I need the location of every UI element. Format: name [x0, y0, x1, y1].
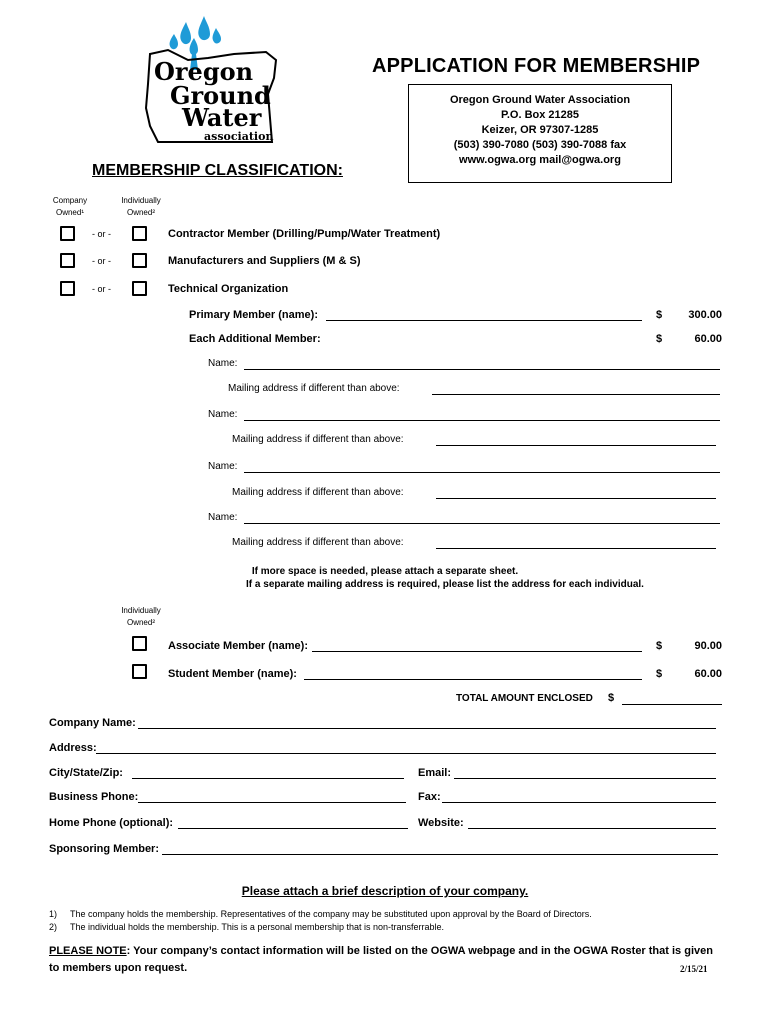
company-name-field[interactable] — [138, 728, 716, 729]
individual-technical-checkbox[interactable] — [132, 281, 147, 296]
home-phone-label: Home Phone (optional): — [49, 817, 174, 829]
student-checkbox[interactable] — [132, 664, 147, 679]
primary-currency: $ — [656, 309, 663, 321]
org-web-email: www.ogwa.org mail@ogwa.org — [459, 154, 621, 166]
associate-currency: $ — [656, 640, 663, 652]
primary-amount: 300.00 — [688, 309, 722, 321]
ogwa-logo — [138, 14, 288, 154]
address-field[interactable] — [96, 753, 716, 754]
home-phone-field[interactable] — [178, 828, 408, 829]
additional-member-label: Each Additional Member: — [189, 333, 321, 345]
sponsoring-member-label: Sponsoring Member: — [49, 843, 160, 855]
individually-owned-2-label-1: Individually — [121, 606, 161, 615]
please-note — [49, 945, 713, 957]
primary-member-label: Primary Member (name): — [189, 309, 318, 321]
please-note-label: PLEASE NOTE — [49, 945, 127, 957]
individually-owned-label-1: Individually — [121, 196, 161, 205]
business-phone-field[interactable] — [138, 802, 406, 803]
company-owned-label-2: Owned¹ — [55, 208, 84, 217]
mailing-field-3[interactable] — [436, 498, 716, 499]
address-label: Address: — [49, 742, 97, 754]
category-contractor: Contractor Member (Drilling/Pump/Water Treatment) — [168, 228, 441, 240]
org-city: Keizer, OR 97307-1285 — [481, 124, 599, 136]
classification-heading: MEMBERSHIP CLASSIFICATION: — [92, 162, 343, 179]
org-phones: (503) 390-7080 (503) 390-7088 fax — [453, 139, 627, 151]
individually-owned-header-2 — [116, 605, 166, 629]
mailing-field-1[interactable] — [432, 394, 720, 395]
additional-name-label-1: Name: — [208, 358, 238, 369]
note-space: If more space is needed, please attach a separate sheet. — [251, 566, 519, 577]
total-label: TOTAL AMOUNT ENCLOSED — [456, 693, 593, 704]
mailing-label-4: Mailing address if different than above: — [232, 537, 404, 548]
logo-line2: Ground — [170, 81, 271, 110]
please-note-text-2: to members upon request. — [49, 962, 188, 974]
or-text: - or - — [92, 284, 111, 294]
company-name-label: Company Name: — [49, 717, 136, 729]
student-amount: 60.00 — [694, 668, 722, 680]
category-technical: Technical Organization — [168, 283, 289, 295]
footnote-2-number: 2) — [49, 922, 58, 932]
individual-manufacturers-checkbox[interactable] — [132, 253, 147, 268]
email-label: Email: — [418, 767, 452, 779]
additional-name-field-3[interactable] — [244, 472, 720, 473]
revision-date: 2/15/21 — [680, 964, 708, 974]
mailing-field-4[interactable] — [436, 548, 716, 549]
mailing-label-2: Mailing address if different than above: — [232, 434, 404, 445]
additional-currency: $ — [656, 333, 663, 345]
associate-field[interactable] — [312, 651, 642, 652]
attach-description-note: Please attach a brief description of your company. — [241, 884, 529, 898]
email-field[interactable] — [454, 778, 716, 779]
individually-owned-header — [116, 195, 166, 219]
additional-name-field-1[interactable] — [244, 369, 720, 370]
company-owned-label-1: Company — [52, 196, 88, 205]
total-currency: $ — [608, 692, 615, 704]
fax-field[interactable] — [442, 802, 716, 803]
individually-owned-label-2: Owned² — [126, 208, 155, 217]
website-label: Website: — [418, 817, 464, 829]
individual-contractor-checkbox[interactable] — [132, 226, 147, 241]
or-text: - or - — [92, 256, 111, 266]
org-name: Oregon Ground Water Association — [449, 94, 631, 106]
company-owned-header — [50, 195, 90, 219]
please-note-text: : Your company’s contact information will be listed on the OGWA webpage and in the OGWA Roster that is given — [126, 945, 713, 957]
company-technical-checkbox[interactable] — [60, 281, 75, 296]
additional-name-label-2: Name: — [208, 409, 238, 420]
associate-label: Associate Member (name): — [168, 640, 308, 652]
additional-amount: 60.00 — [694, 333, 722, 345]
mailing-label-1: Mailing address if different than above: — [228, 383, 400, 394]
footnote-2: The individual holds the membership. This is a personal membership that is non-transferrable. — [70, 922, 445, 932]
company-manufacturers-checkbox[interactable] — [60, 253, 75, 268]
form-title: APPLICATION FOR MEMBERSHIP — [372, 55, 701, 77]
oregon-state-outline-icon — [138, 14, 288, 154]
company-contractor-checkbox[interactable] — [60, 226, 75, 241]
business-phone-label: Business Phone: — [49, 791, 139, 803]
address-box — [408, 84, 672, 183]
sponsoring-member-field[interactable] — [162, 854, 718, 855]
org-po-box: P.O. Box 21285 — [500, 109, 580, 121]
website-field[interactable] — [468, 828, 716, 829]
student-field[interactable] — [304, 679, 642, 680]
associate-checkbox[interactable] — [132, 636, 147, 651]
total-field[interactable] — [622, 704, 722, 705]
additional-name-field-2[interactable] — [244, 420, 720, 421]
fax-label: Fax: — [418, 791, 441, 803]
or-text: - or - — [92, 229, 111, 239]
additional-name-label-3: Name: — [208, 461, 238, 472]
mailing-label-3: Mailing address if different than above: — [232, 487, 404, 498]
student-label: Student Member (name): — [168, 668, 297, 680]
logo-line4: association — [204, 130, 274, 143]
primary-member-field[interactable] — [326, 320, 642, 321]
note-mailing: If a separate mailing address is required, please list the address for each individual. — [246, 579, 644, 590]
additional-name-field-4[interactable] — [244, 523, 720, 524]
logo-line1: Oregon — [154, 57, 254, 86]
footnote-1: The company holds the membership. Representatives of the company may be substituted upon approval by the Board of Directors. — [70, 909, 592, 919]
associate-amount: 90.00 — [694, 640, 722, 652]
student-currency: $ — [656, 668, 663, 680]
logo-line3: Water — [182, 103, 262, 132]
footnote-1-number: 1) — [49, 909, 58, 919]
city-field[interactable] — [132, 778, 404, 779]
individually-owned-2-label-2: Owned² — [126, 618, 155, 627]
mailing-field-2[interactable] — [436, 445, 716, 446]
category-manufacturers: Manufacturers and Suppliers (M & S) — [168, 255, 361, 267]
additional-name-label-4: Name: — [208, 512, 238, 523]
city-label: City/State/Zip: — [49, 767, 123, 779]
